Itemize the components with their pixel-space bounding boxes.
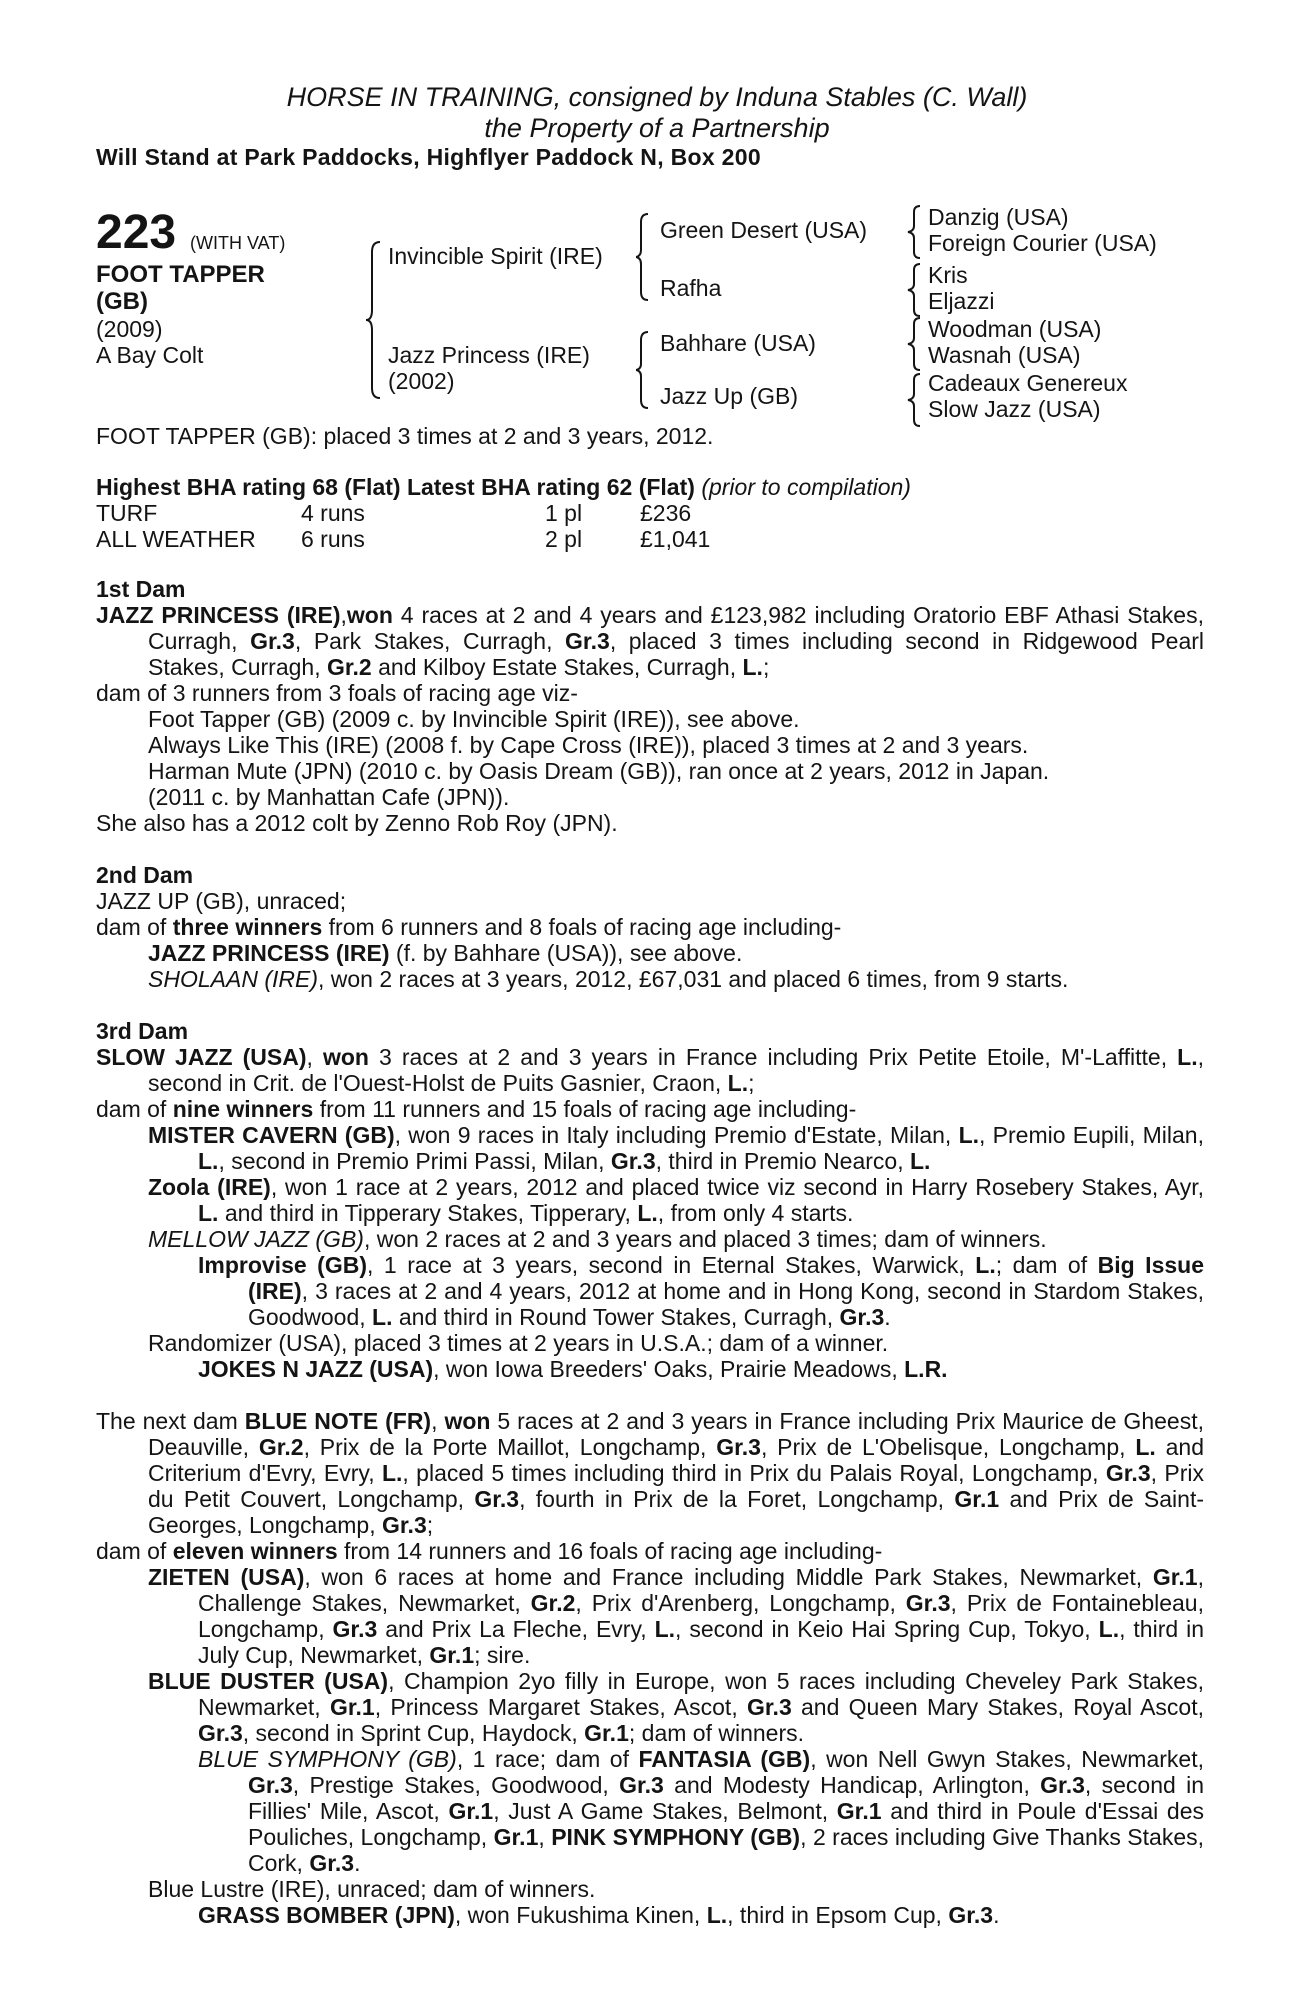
pedigree-entry bbox=[198, 1356, 1204, 1382]
foaling-year: (2009) bbox=[96, 316, 163, 342]
entry-text: , second in Crit. de l'Ouest-Holst de Puits Gasnier, Craon, bbox=[148, 1044, 1204, 1096]
entry-text: , won 2 races at 3 years, 2012, £67,031 and placed 6 times, from 9 starts. bbox=[317, 966, 1069, 992]
g-brace-1 bbox=[906, 204, 926, 260]
entry-text: ; sire. bbox=[474, 1642, 531, 1668]
bold-text: Gr.3 bbox=[948, 1902, 994, 1928]
bold-text: L. bbox=[975, 1252, 996, 1278]
bold-text: Improvise (GB) bbox=[198, 1252, 367, 1278]
bha-rating-values: Highest BHA rating 68 (Flat) Latest BHA rating 62 (Flat) bbox=[96, 474, 695, 500]
pedigree-entry bbox=[148, 1564, 1204, 1668]
bold-text: Gr.3 bbox=[309, 1850, 355, 1876]
bold-text: eleven winners bbox=[172, 1538, 338, 1564]
italic-text: MELLOW JAZZ (GB) bbox=[148, 1226, 364, 1252]
runs-cell: 6 runs bbox=[301, 526, 365, 552]
entry-text: , Prestige Stakes, Goodwood, bbox=[292, 1772, 620, 1798]
bold-text: Gr.3 bbox=[474, 1486, 520, 1512]
bold-text: Gr.2 bbox=[530, 1590, 576, 1616]
pedigree-entry bbox=[198, 1252, 1204, 1330]
pedigree-entry bbox=[96, 680, 1204, 706]
bha-rating-note: (prior to compilation) bbox=[701, 474, 911, 500]
vat-note: (WITH VAT) bbox=[190, 233, 286, 253]
race-summary: FOOT TAPPER (GB): placed 3 times at 2 and 3 years, 2012. bbox=[96, 423, 714, 449]
pedigree-entry bbox=[148, 1226, 1204, 1252]
entry-text: , bbox=[538, 1824, 552, 1850]
bold-text: Gr.1 bbox=[836, 1798, 882, 1824]
bold-text: L. bbox=[742, 654, 763, 680]
sire-sire: Green Desert (USA) bbox=[660, 217, 868, 243]
bold-text: L. bbox=[958, 1122, 980, 1148]
race-record-table bbox=[96, 500, 710, 552]
section-heading: 1st Dam bbox=[96, 576, 186, 602]
pedigree-entry bbox=[96, 810, 1204, 836]
section-heading: 2nd Dam bbox=[96, 862, 194, 888]
entry-text: and third in Round Tower Stakes, Curragh, bbox=[392, 1304, 840, 1330]
bold-text: Gr.3 bbox=[565, 628, 610, 654]
g-brace-4 bbox=[906, 372, 926, 428]
pedigree-entry bbox=[198, 1746, 1204, 1876]
entry-text: , 1 race; dam of bbox=[456, 1746, 639, 1772]
horse-name: FOOT TAPPER bbox=[96, 261, 265, 288]
bold-text: Gr.3 bbox=[716, 1434, 761, 1460]
bold-text: L.R. bbox=[904, 1356, 948, 1382]
entry-text: and Kilboy Estate Stakes, Curragh, bbox=[371, 654, 743, 680]
dam-year: (2002) bbox=[388, 368, 455, 394]
bold-text: Gr.3 bbox=[746, 1694, 792, 1720]
dam: Jazz Princess (IRE) bbox=[388, 342, 590, 368]
entry-text: , second in Premio Primi Passi, Milan, bbox=[218, 1148, 611, 1174]
g-brace-3 bbox=[906, 316, 926, 372]
italic-text: BLUE SYMPHONY (GB) bbox=[198, 1746, 457, 1772]
surface-cell: ALL WEATHER bbox=[96, 526, 256, 552]
entry-text: Blue Lustre (IRE), unraced; dam of winners. bbox=[148, 1876, 596, 1902]
entry-text: , Champion 2yo filly in Europe, won 5 races including Cheveley Park Stakes, Newmarket, bbox=[198, 1668, 1204, 1720]
entry-text: The next dam bbox=[96, 1408, 245, 1434]
consignor-line: HORSE IN TRAINING, consigned by Induna Stables (C. Wall) bbox=[286, 82, 1028, 112]
entry-text: , second in Fillies' Mile, Ascot, bbox=[248, 1772, 1204, 1824]
bold-text: PINK SYMPHONY (GB) bbox=[551, 1824, 801, 1850]
great-granddam-4: Slow Jazz (USA) bbox=[928, 396, 1101, 422]
entry-text: and Prix La Fleche, Evry, bbox=[377, 1616, 655, 1642]
entry-text: Randomizer (USA), placed 3 times at 2 years in U.S.A.; dam of a winner. bbox=[148, 1330, 889, 1356]
entry-text: , Prix de Fontainebleau, Longchamp, bbox=[198, 1590, 1204, 1642]
entry-text: , won Iowa Breeders' Oaks, Prairie Meadows, bbox=[433, 1356, 905, 1382]
entry-text: and Modesty Handicap, Arlington, bbox=[663, 1772, 1041, 1798]
entry-text: , Just A Game Stakes, Belmont, bbox=[493, 1798, 837, 1824]
bold-text: Gr.3 bbox=[198, 1720, 243, 1746]
entry-text: JAZZ UP (GB), unraced; bbox=[96, 888, 347, 914]
pedigree-entry bbox=[148, 940, 1204, 966]
bold-text: L. bbox=[637, 1200, 658, 1226]
pedigree-entry bbox=[96, 914, 1204, 940]
bold-text: L. bbox=[372, 1304, 393, 1330]
pedigree-entry bbox=[198, 1902, 1204, 1928]
entry-text: , Park Stakes, Curragh, bbox=[294, 628, 566, 654]
bold-text: JOKES N JAZZ (USA) bbox=[198, 1356, 434, 1382]
entry-text: Always Like This (IRE) (2008 f. by Cape Cross (IRE)), placed 3 times at 2 and 3 years. bbox=[148, 732, 1029, 758]
entry-text: , 3 races at 2 and 4 years, 2012 at home and in Hong Kong, second in Stardom Stakes, Goodwood, bbox=[248, 1278, 1204, 1330]
entry-text: (2011 c. by Manhattan Cafe (JPN)). bbox=[148, 784, 510, 810]
entry-text: , won 6 races at home and France including Middle Park Stakes, Newmarket, bbox=[304, 1564, 1153, 1590]
entry-text: from 14 runners and 16 foals of racing age including- bbox=[337, 1538, 883, 1564]
bold-text: Gr.2 bbox=[258, 1434, 304, 1460]
bold-text: L. bbox=[910, 1148, 931, 1174]
entry-text: , Premio Eupili, Milan, bbox=[979, 1122, 1204, 1148]
pedigree-entry bbox=[96, 1408, 1204, 1538]
entry-text: ; dam of winners. bbox=[628, 1720, 805, 1746]
entry-text: , third in Epsom Cup, bbox=[727, 1902, 949, 1928]
entry-text: ; bbox=[426, 1512, 434, 1538]
bold-text: L. bbox=[654, 1616, 676, 1642]
entry-text: and third in Tipperary Stakes, Tipperary, bbox=[218, 1200, 638, 1226]
family-section bbox=[96, 1408, 1204, 1928]
pedigree-entry bbox=[148, 758, 1204, 784]
entry-text: , from only 4 starts. bbox=[657, 1200, 854, 1226]
entry-text: , won Fukushima Kinen, bbox=[454, 1902, 707, 1928]
entry-text: , third in July Cup, Newmarket, bbox=[198, 1616, 1204, 1668]
italic-text: SHOLAAN (IRE) bbox=[148, 966, 318, 992]
stand-line: Will Stand at Park Paddocks, Highflyer Paddock N, Box 200 bbox=[96, 144, 761, 170]
family-section bbox=[96, 576, 1204, 836]
entry-text: 3 races at 2 and 3 years in France including Prix Petite Etoile, M'-Laffitte, bbox=[368, 1044, 1178, 1070]
placed-cell: 2 pl bbox=[545, 526, 583, 552]
bold-text: Gr.3 bbox=[250, 628, 295, 654]
bold-text: won bbox=[322, 1044, 369, 1070]
entry-text: from 6 runners and 8 foals of racing age including- bbox=[322, 914, 842, 940]
entry-text: dam of bbox=[96, 1538, 173, 1564]
entry-text: , bbox=[340, 602, 347, 628]
entry-text: , fourth in Prix de la Foret, Longchamp, bbox=[519, 1486, 955, 1512]
entry-text: Foot Tapper (GB) (2009 c. by Invincible Spirit (IRE)), see above. bbox=[148, 706, 800, 732]
pedigree-entry bbox=[148, 966, 1204, 992]
pedigree-entry bbox=[148, 706, 1204, 732]
horse-description: A Bay Colt bbox=[96, 342, 204, 368]
bold-text: L. bbox=[706, 1902, 728, 1928]
entry-text: and third in Poule d'Essai des Pouliches, Longchamp, bbox=[248, 1798, 1204, 1850]
entry-text: , Prix de L'Obelisque, Longchamp, bbox=[760, 1434, 1136, 1460]
pedigree-entry bbox=[148, 1122, 1204, 1174]
bold-text: Gr.1 bbox=[1152, 1564, 1198, 1590]
entry-text: ; dam of bbox=[995, 1252, 1098, 1278]
surface-cell: TURF bbox=[96, 500, 158, 526]
entry-text: , third in Premio Nearco, bbox=[655, 1148, 910, 1174]
bold-text: BLUE NOTE (FR) bbox=[244, 1408, 432, 1434]
bold-text: won bbox=[444, 1408, 491, 1434]
bold-text: Gr.3 bbox=[619, 1772, 664, 1798]
bha-rating bbox=[96, 474, 911, 500]
g-brace-2 bbox=[906, 262, 926, 318]
bold-text: MISTER CAVERN (GB) bbox=[148, 1122, 395, 1148]
entry-text: ; bbox=[762, 654, 770, 680]
bold-text: Gr.3 bbox=[332, 1616, 378, 1642]
entry-text: and Prix de Saint-Georges, Longchamp, bbox=[148, 1486, 1204, 1538]
pedigree-entry bbox=[148, 1330, 1204, 1356]
bold-text: Gr.1 bbox=[329, 1694, 375, 1720]
bold-text: Gr.1 bbox=[493, 1824, 539, 1850]
pedigree-entry bbox=[96, 1096, 1204, 1122]
bold-text: Gr.1 bbox=[584, 1720, 629, 1746]
entry-text: and Criterium d'Evry, Evry, bbox=[148, 1434, 1204, 1486]
horse-country: (GB) bbox=[96, 288, 148, 315]
pedigree-entry bbox=[96, 888, 1204, 914]
entry-text: (f. by Bahhare (USA)), see above. bbox=[389, 940, 743, 966]
pedigree-brace-main bbox=[366, 240, 388, 400]
great-granddam-1: Foreign Courier (USA) bbox=[928, 230, 1157, 256]
bold-text: Gr.3 bbox=[1040, 1772, 1085, 1798]
pedigree-entry bbox=[96, 1044, 1204, 1096]
dam-brace bbox=[636, 330, 654, 410]
money-cell: £1,041 bbox=[640, 526, 711, 552]
placed-cell: 1 pl bbox=[545, 500, 583, 526]
entry-text: 4 races at 2 and 4 years and £123,982 including Oratorio EBF Athasi Stakes, Curragh, bbox=[148, 602, 1204, 654]
entry-text: , second in Keio Hai Spring Cup, Tokyo, bbox=[675, 1616, 1099, 1642]
bold-text: Gr.2 bbox=[326, 654, 372, 680]
bold-text: Gr.3 bbox=[1105, 1460, 1151, 1486]
bold-text: L. bbox=[198, 1200, 219, 1226]
entry-text: . bbox=[993, 1902, 1000, 1928]
entry-text: , placed 5 times including third in Prix du Palais Royal, Longchamp, bbox=[402, 1460, 1106, 1486]
entry-text: , won Nell Gwyn Stakes, Newmarket, bbox=[810, 1746, 1204, 1772]
bold-text: Gr.3 bbox=[905, 1590, 951, 1616]
bold-text: BLUE DUSTER (USA) bbox=[148, 1668, 389, 1694]
entry-text: , won 1 race at 2 years, 2012 and placed twice viz second in Harry Rosebery Stakes, Ayr, bbox=[270, 1174, 1204, 1200]
bold-text: Gr.3 bbox=[381, 1512, 427, 1538]
bold-text: nine winners bbox=[172, 1096, 314, 1122]
entry-text: , Prix de la Porte Maillot, Longchamp, bbox=[303, 1434, 717, 1460]
entry-text: ; bbox=[748, 1070, 755, 1096]
dam-sire: Bahhare (USA) bbox=[660, 330, 816, 356]
great-grandsire-2: Kris bbox=[928, 262, 968, 288]
entry-text: , bbox=[431, 1408, 445, 1434]
entry-text: , 2 races including Give Thanks Stakes, Cork, bbox=[248, 1824, 1204, 1876]
bold-text: won bbox=[346, 602, 393, 628]
bold-text: Zoola (IRE) bbox=[148, 1174, 271, 1200]
bold-text: SLOW JAZZ (USA) bbox=[96, 1044, 307, 1070]
entry-text: , won 9 races in Italy including Premio d'Estate, Milan, bbox=[394, 1122, 959, 1148]
bold-text: JAZZ PRINCESS (IRE) bbox=[148, 940, 390, 966]
entry-text: She also has a 2012 colt by Zenno Rob Roy (JPN). bbox=[96, 810, 618, 836]
bold-text: Big Issue (IRE) bbox=[248, 1252, 1204, 1304]
great-grandsire-3: Woodman (USA) bbox=[928, 316, 1102, 342]
entry-text: , second in Sprint Cup, Haydock, bbox=[242, 1720, 585, 1746]
sire: Invincible Spirit (IRE) bbox=[388, 243, 603, 269]
great-grandsire-1: Danzig (USA) bbox=[928, 204, 1069, 230]
entry-text: and Queen Mary Stakes, Royal Ascot, bbox=[791, 1694, 1204, 1720]
entry-text: dam of bbox=[96, 1096, 173, 1122]
entry-text: , Princess Margaret Stakes, Ascot, bbox=[374, 1694, 747, 1720]
sire-dam: Rafha bbox=[660, 275, 722, 301]
entry-text: 5 races at 2 and 3 years in France including Prix Maurice de Gheest, Deauville, bbox=[148, 1408, 1204, 1460]
pedigree-entry bbox=[96, 1538, 1204, 1564]
pedigree-entry bbox=[148, 732, 1204, 758]
bold-text: L. bbox=[1098, 1616, 1120, 1642]
bold-text: L. bbox=[381, 1460, 403, 1486]
money-cell: £236 bbox=[640, 500, 692, 526]
pedigree-entry bbox=[148, 1174, 1204, 1226]
family-section bbox=[96, 862, 1204, 992]
entry-text: , won 2 races at 2 and 3 years and placed 3 times; dam of winners. bbox=[363, 1226, 1047, 1252]
bold-text: Gr.1 bbox=[954, 1486, 1000, 1512]
table-row bbox=[96, 526, 710, 552]
property-line: the Property of a Partnership bbox=[484, 113, 830, 143]
entry-text: , Prix d'Arenberg, Longchamp, bbox=[575, 1590, 906, 1616]
sire-brace bbox=[636, 212, 654, 302]
runs-cell: 4 runs bbox=[301, 500, 365, 526]
great-granddam-2: Eljazzi bbox=[928, 288, 995, 314]
pedigree-entry bbox=[96, 602, 1204, 680]
bold-text: JAZZ PRINCESS (IRE) bbox=[96, 602, 341, 628]
bold-text: Gr.3 bbox=[610, 1148, 656, 1174]
entry-text: Harman Mute (JPN) (2010 c. by Oasis Dream (GB)), ran once at 2 years, 2012 in Japan. bbox=[148, 758, 1050, 784]
entry-text: dam of 3 runners from 3 foals of racing age viz- bbox=[96, 680, 578, 706]
pedigree-entry bbox=[148, 1668, 1204, 1746]
bold-text: GRASS BOMBER (JPN) bbox=[198, 1902, 455, 1928]
bold-text: three winners bbox=[172, 914, 323, 940]
pedigree-entry bbox=[148, 1876, 1204, 1902]
entry-text: , Prix du Petit Couvert, Longchamp, bbox=[148, 1460, 1204, 1512]
entry-text: dam of bbox=[96, 914, 173, 940]
bold-text: Gr.3 bbox=[839, 1304, 885, 1330]
entry-text: . bbox=[354, 1850, 361, 1876]
entry-text: from 11 runners and 15 foals of racing age including- bbox=[313, 1096, 857, 1122]
entry-text: , 1 race at 3 years, second in Eternal Stakes, Warwick, bbox=[367, 1252, 976, 1278]
bold-text: L. bbox=[1177, 1044, 1198, 1070]
entry-text: . bbox=[884, 1304, 891, 1330]
lot-number: 223 bbox=[96, 206, 177, 259]
table-row bbox=[96, 500, 710, 526]
great-grandsire-4: Cadeaux Genereux bbox=[928, 370, 1128, 396]
bold-text: L. bbox=[1135, 1434, 1156, 1460]
bold-text: FANTASIA (GB) bbox=[638, 1746, 811, 1772]
entry-text: , placed 3 times including second in Ridgewood Pearl Stakes, Curragh, bbox=[148, 628, 1205, 680]
family-section bbox=[96, 1018, 1204, 1382]
bold-text: L. bbox=[198, 1148, 219, 1174]
entry-text: , Challenge Stakes, Newmarket, bbox=[198, 1564, 1204, 1616]
bold-text: ZIETEN (USA) bbox=[148, 1564, 305, 1590]
dam-dam: Jazz Up (GB) bbox=[660, 383, 799, 409]
bold-text: Gr.1 bbox=[429, 1642, 475, 1668]
bold-text: Gr.3 bbox=[248, 1772, 293, 1798]
family-sections bbox=[96, 576, 1204, 1954]
bold-text: L. bbox=[727, 1070, 749, 1096]
bold-text: Gr.1 bbox=[448, 1798, 494, 1824]
pedigree-entry bbox=[148, 784, 1204, 810]
section-heading: 3rd Dam bbox=[96, 1018, 189, 1044]
entry-text: , bbox=[306, 1044, 323, 1070]
great-granddam-3: Wasnah (USA) bbox=[928, 342, 1081, 368]
